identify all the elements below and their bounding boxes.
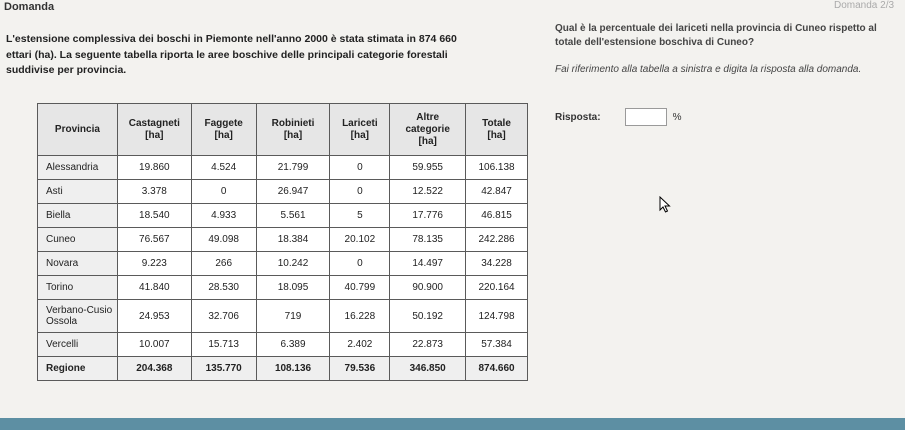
value-cell: 46.815 bbox=[466, 204, 528, 228]
value-cell: 90.900 bbox=[390, 276, 466, 300]
value-cell: 0 bbox=[330, 252, 390, 276]
value-cell: 49.098 bbox=[191, 228, 256, 252]
value-cell: 22.873 bbox=[390, 333, 466, 357]
value-cell: 41.840 bbox=[117, 276, 191, 300]
column-header bbox=[390, 104, 466, 156]
value-cell: 10.242 bbox=[256, 252, 330, 276]
column-header bbox=[117, 104, 191, 156]
value-cell: 20.102 bbox=[330, 228, 390, 252]
province-cell: Regione bbox=[38, 357, 118, 381]
value-cell: 78.135 bbox=[390, 228, 466, 252]
value-cell: 242.286 bbox=[466, 228, 528, 252]
value-cell: 4.524 bbox=[191, 156, 256, 180]
value-cell: 28.530 bbox=[191, 276, 256, 300]
province-cell: Torino bbox=[38, 276, 118, 300]
column-header-line: Lariceti bbox=[342, 117, 378, 129]
value-cell: 14.497 bbox=[390, 252, 466, 276]
question-hint: Fai riferimento alla tabella a sinistra e digita la risposta alla domanda. bbox=[555, 64, 862, 75]
bottom-bar bbox=[0, 418, 905, 430]
column-header-line: [ha] bbox=[214, 129, 233, 141]
value-cell: 79.536 bbox=[330, 357, 390, 381]
column-header-line: Provincia bbox=[54, 123, 100, 135]
value-cell: 5 bbox=[330, 204, 390, 228]
value-cell: 719 bbox=[256, 300, 330, 333]
column-header-line: categorie bbox=[405, 123, 450, 135]
value-cell: 42.847 bbox=[466, 180, 528, 204]
value-cell: 106.138 bbox=[466, 156, 528, 180]
province-cell: Novara bbox=[38, 252, 118, 276]
column-header bbox=[256, 104, 330, 156]
intro-text bbox=[6, 32, 526, 79]
value-cell: 0 bbox=[330, 180, 390, 204]
forest-area-table bbox=[37, 103, 528, 381]
value-cell: 19.860 bbox=[117, 156, 191, 180]
value-cell: 6.389 bbox=[256, 333, 330, 357]
value-cell: 4.933 bbox=[191, 204, 256, 228]
value-cell: 32.706 bbox=[191, 300, 256, 333]
province-cell: Vercelli bbox=[38, 333, 118, 357]
table-row bbox=[38, 180, 528, 204]
value-cell: 17.776 bbox=[390, 204, 466, 228]
value-cell: 266 bbox=[191, 252, 256, 276]
column-header-line: [ha] bbox=[487, 129, 506, 141]
column-header bbox=[330, 104, 390, 156]
value-cell: 346.850 bbox=[390, 357, 466, 381]
column-header-line: [ha] bbox=[283, 129, 303, 141]
province-cell: Asti bbox=[38, 180, 118, 204]
table-row bbox=[38, 333, 528, 357]
value-cell: 10.007 bbox=[117, 333, 191, 357]
value-cell: 204.368 bbox=[117, 357, 191, 381]
value-cell: 0 bbox=[191, 180, 256, 204]
column-header-line: Castagneti bbox=[128, 117, 180, 129]
value-cell: 34.228 bbox=[466, 252, 528, 276]
column-header-line: Altre bbox=[416, 111, 440, 123]
column-header-line: [ha] bbox=[350, 129, 370, 141]
value-cell: 5.561 bbox=[256, 204, 330, 228]
intro-line-1: L'estensione complessiva dei boschi in Piemonte nell'anno 2000 è stata stimata in 874 660 bbox=[6, 33, 457, 45]
value-cell: 135.770 bbox=[191, 357, 256, 381]
table-row bbox=[38, 300, 528, 333]
table-row bbox=[38, 252, 528, 276]
value-cell: 3.378 bbox=[117, 180, 191, 204]
intro-line-3: suddivise per provincia. bbox=[6, 64, 127, 76]
answer-input[interactable] bbox=[625, 108, 667, 126]
answer-label: Risposta: bbox=[555, 111, 601, 123]
value-cell: 40.799 bbox=[330, 276, 390, 300]
value-cell: 59.955 bbox=[390, 156, 466, 180]
value-cell: 50.192 bbox=[390, 300, 466, 333]
column-header-line: Robinieti bbox=[271, 117, 315, 129]
table-row bbox=[38, 156, 528, 180]
value-cell: 21.799 bbox=[256, 156, 330, 180]
province-cell: Cuneo bbox=[38, 228, 118, 252]
value-cell: 16.228 bbox=[330, 300, 390, 333]
value-cell: 18.095 bbox=[256, 276, 330, 300]
column-header-line: [ha] bbox=[418, 135, 437, 147]
province-cell: Alessandria bbox=[38, 156, 118, 180]
value-cell: 9.223 bbox=[117, 252, 191, 276]
value-cell: 18.384 bbox=[256, 228, 330, 252]
mouse-pointer-icon bbox=[659, 196, 671, 213]
table-header-row bbox=[38, 104, 528, 156]
value-cell: 12.522 bbox=[390, 180, 466, 204]
province-cell: Biella bbox=[38, 204, 118, 228]
column-header bbox=[38, 104, 118, 156]
column-header-line: [ha] bbox=[145, 129, 164, 141]
question-text: Qual è la percentuale dei lariceti nella provincia di Cuneo rispetto al totale dell'estensione boschiva di Cuneo? bbox=[555, 23, 877, 48]
value-cell: 18.540 bbox=[117, 204, 191, 228]
table-row bbox=[38, 357, 528, 381]
value-cell: 26.947 bbox=[256, 180, 330, 204]
column-header-line: Faggete bbox=[204, 117, 243, 129]
value-cell: 15.713 bbox=[191, 333, 256, 357]
value-cell: 76.567 bbox=[117, 228, 191, 252]
value-cell: 2.402 bbox=[330, 333, 390, 357]
page-title: Domanda bbox=[4, 1, 55, 13]
table-row bbox=[38, 228, 528, 252]
value-cell: 874.660 bbox=[466, 357, 528, 381]
value-cell: 0 bbox=[330, 156, 390, 180]
province-cell: Verbano-Cusio Ossola bbox=[38, 300, 118, 333]
question-counter: Domanda 2/3 bbox=[834, 0, 895, 11]
column-header-line: Totale bbox=[482, 117, 511, 129]
value-cell: 220.164 bbox=[466, 276, 528, 300]
value-cell: 124.798 bbox=[466, 300, 528, 333]
percent-unit: % bbox=[672, 111, 682, 123]
table-row bbox=[38, 204, 528, 228]
column-header bbox=[191, 104, 256, 156]
answer-row bbox=[555, 108, 681, 126]
table-body bbox=[38, 156, 528, 381]
value-cell: 24.953 bbox=[117, 300, 191, 333]
value-cell: 108.136 bbox=[256, 357, 330, 381]
column-header bbox=[466, 104, 528, 156]
table-row bbox=[38, 276, 528, 300]
intro-line-2: ettari (ha). La seguente tabella riporta le aree boschive delle principali categorie forestali bbox=[6, 48, 448, 61]
value-cell: 57.384 bbox=[466, 333, 528, 357]
